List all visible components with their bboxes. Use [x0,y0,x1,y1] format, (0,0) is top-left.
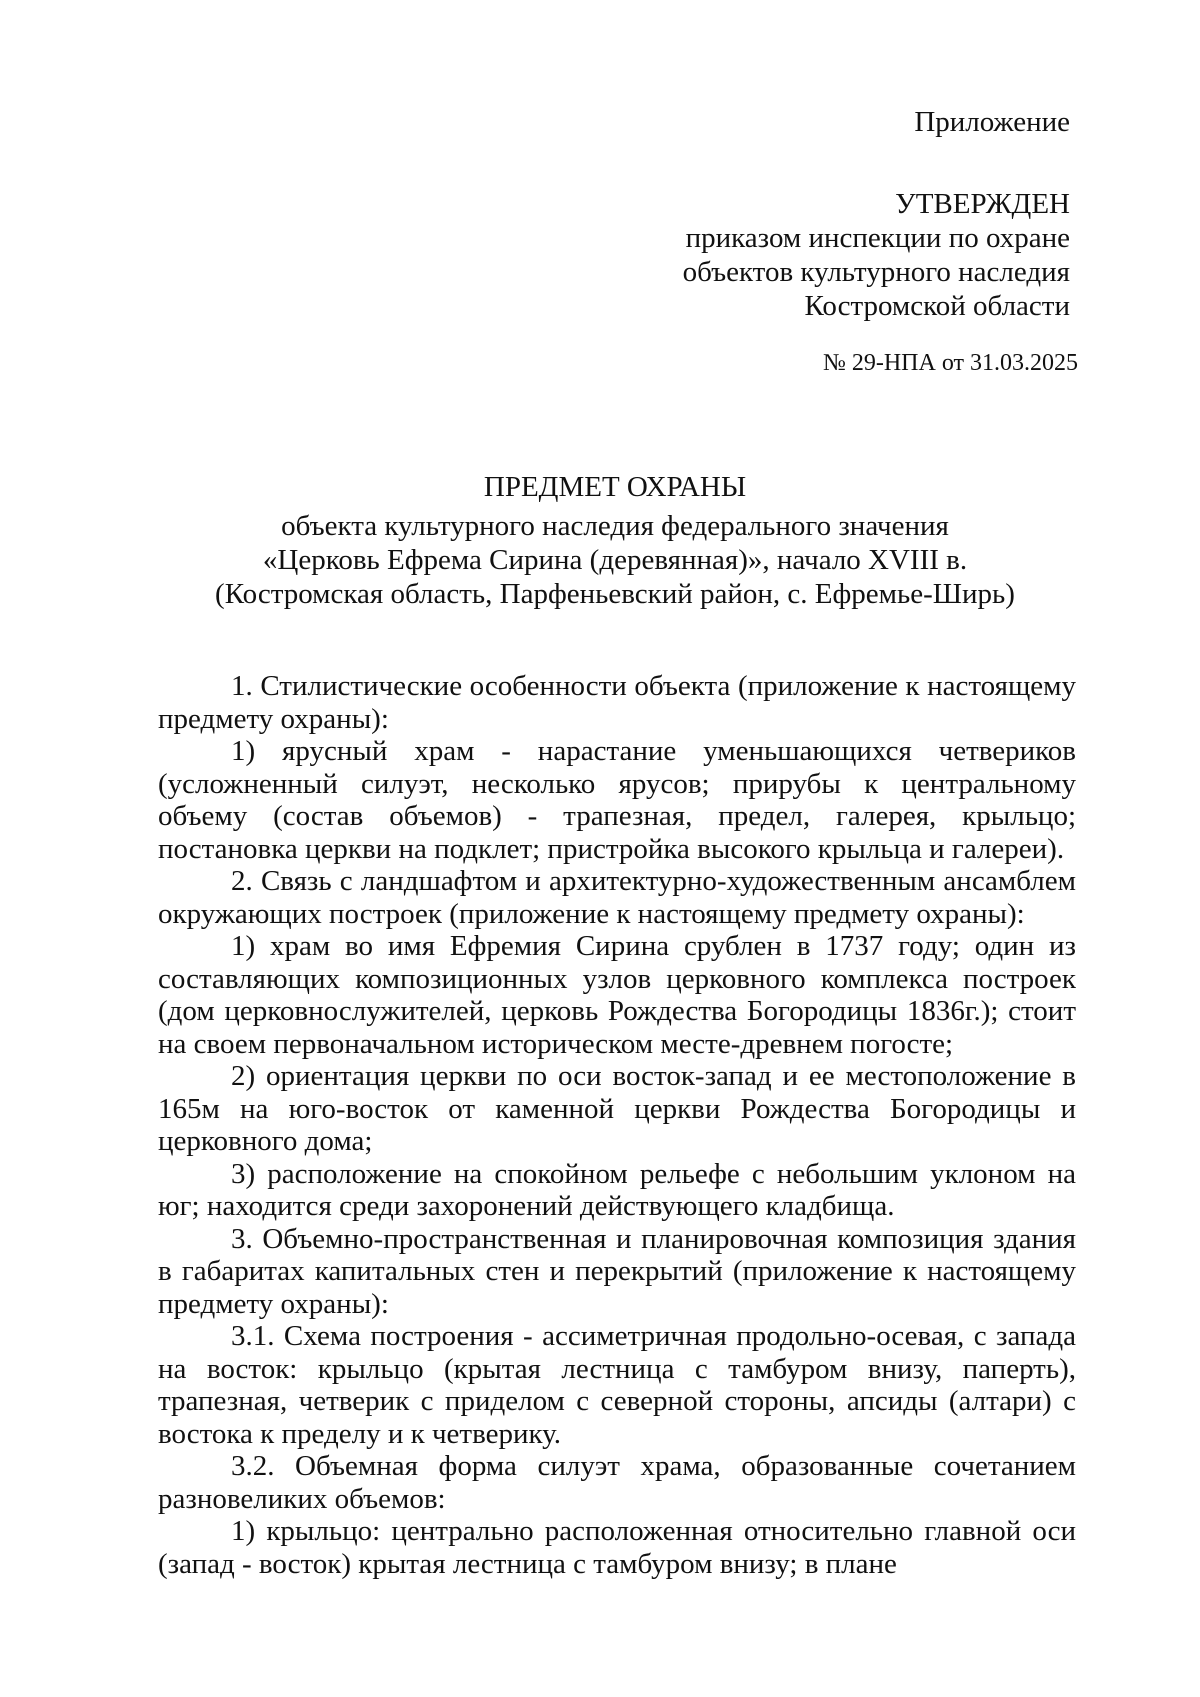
approved-line: Костромской области [804,290,1070,322]
title-subline: (Костромская область, Парфеньевский район, с. Ефремье-Ширь) [215,578,1015,610]
title-subline: объекта культурного наследия федерального значения [281,510,949,542]
approved-line: объектов культурного наследия [682,256,1070,288]
document-title: ПРЕДМЕТ ОХРАНЫ [483,471,747,503]
appendix-label [914,105,1070,139]
title-subline: «Церковь Ефрема Сирина (деревянная)», начало XVIII в. [262,544,968,576]
document-body [158,670,1076,1580]
section-paragraph: 3. Объемно-пространственная и планировочная композиция здания в габаритах капитальных стен и перекрытий (приложение к настоящему предмету охраны): [158,1222,1076,1320]
approved-heading: УТВЕРЖДЕН [895,188,1070,220]
section-paragraph: 2. Связь с ландшафтом и архитектурно-художественным ансамблем окружающих построек (приложение к настоящему предмету охраны): [158,865,1076,930]
list-item-paragraph: 3) расположение на спокойном рельефе с небольшим уклоном на юг; находится среди захоронений действующего кладбища. [158,1157,1076,1222]
document-title-block [155,470,1075,611]
approved-line: приказом инспекции по охране [685,222,1070,254]
approval-stamp-block [683,187,1070,323]
list-item-paragraph: 1) храм во имя Ефремия Сирина срублен в 1737 году; один из составляющих композиционных узлов церковного комплекса построек (дом церковнослужителей, церковь Рождества Богородицы 1836г.); стоит на своем первоначальном историческом месте-древнем погосте; [158,930,1076,1060]
subsection-paragraph: 3.2. Объемная форма силуэт храма, образованные сочетанием разновеликих объемов: [158,1450,1076,1515]
list-item-paragraph: 1) крыльцо: центрально расположенная относительно главной оси (запад - восток) крытая лестница с тамбуром внизу; в плане [158,1515,1076,1580]
appendix-text: Приложение [914,106,1070,138]
order-number: № 29-НПА от 31.03.2025 [822,350,1078,376]
section-paragraph: 1. Стилистические особенности объекта (приложение к настоящему предмету охраны): [158,670,1076,735]
list-item-paragraph: 1) ярусный храм - нарастание уменьшающихся четвериков (усложненный силуэт, несколько ярусов; прирубы к центральному объему (состав объемов) - трапезная, предел, галерея, крыльцо; постановка церкви на подклет; пристройка высокого крыльца и галереи). [158,735,1076,865]
subsection-paragraph: 3.1. Схема построения - ассиметричная продольно-осевая, с запада на восток: крыльцо (крытая лестница с тамбуром внизу, паперть), трапезная, четверик с приделом с северной стороны, апсиды (алтари) с востока к пределу и к четверику. [158,1320,1076,1450]
list-item-paragraph: 2) ориентация церкви по оси восток-запад и ее местоположение в 165м на юго-восток от каменной церкви Рождества Богородицы и церковного дома; [158,1060,1076,1157]
